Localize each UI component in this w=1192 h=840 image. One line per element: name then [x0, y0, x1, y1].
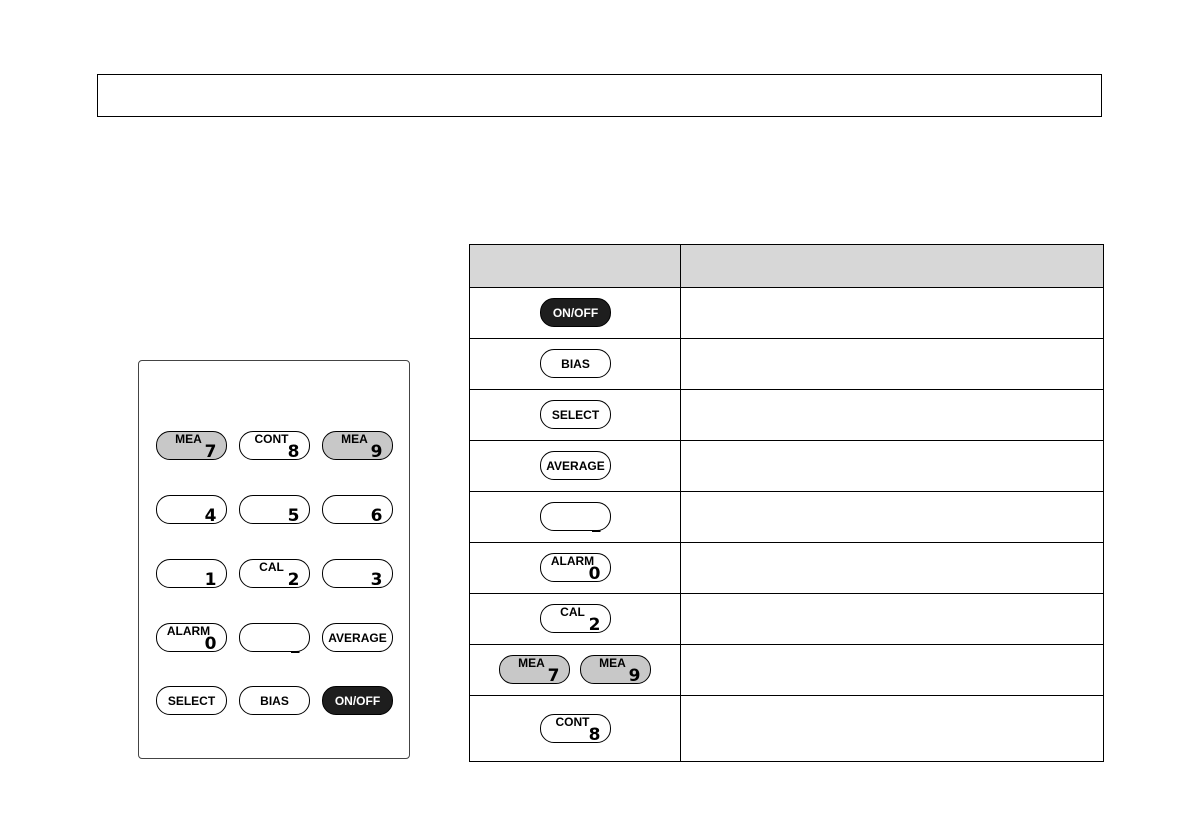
legend-key-bias-button[interactable] — [540, 349, 611, 378]
key-function-label: MEA — [599, 656, 626, 670]
key-1-button[interactable] — [156, 559, 227, 588]
key-legend-table — [469, 244, 1104, 762]
table-row-divider — [470, 542, 1103, 543]
legend-key-average-button[interactable] — [540, 451, 611, 480]
key-digit-label: 8 — [588, 725, 601, 745]
legend-key-alarm-0-button[interactable] — [540, 553, 611, 582]
table-header — [470, 245, 1103, 288]
key-label: BIAS — [561, 356, 590, 371]
table-row-divider — [470, 338, 1103, 339]
table-row-divider — [470, 389, 1103, 390]
key-digit-label: 0 — [204, 634, 217, 654]
key-digit-label: 2 — [588, 615, 601, 635]
table-row-divider — [470, 440, 1103, 441]
key-function-label: MEA — [518, 656, 545, 670]
column-divider — [680, 245, 681, 761]
table-row-divider — [470, 644, 1103, 645]
key-digit-label: 9 — [370, 442, 383, 462]
key-bias-button[interactable] — [239, 686, 310, 715]
key-alarm-0-button[interactable] — [156, 623, 227, 652]
key-label: ON/OFF — [552, 305, 599, 320]
key-function-label: CONT — [254, 432, 289, 446]
key-digit-label: 7 — [547, 666, 560, 686]
key-function-label: CAL — [560, 605, 585, 619]
legend-key-mea-9-button[interactable] — [580, 655, 651, 684]
key-average-button[interactable] — [322, 623, 393, 652]
key-label: BIAS — [260, 693, 289, 708]
key-digit-label: _ — [592, 513, 601, 533]
key-function-label: ALARM — [166, 624, 211, 638]
legend-key-minus-button[interactable] — [540, 502, 611, 531]
key-cont-8-button[interactable] — [239, 431, 310, 460]
keypad-panel — [138, 360, 410, 759]
key-digit-label: 1 — [204, 570, 217, 590]
table-row-divider — [470, 491, 1103, 492]
key-mea-9-button[interactable] — [322, 431, 393, 460]
key-digit-label: 7 — [204, 442, 217, 462]
key-select-button[interactable] — [156, 686, 227, 715]
key-5-button[interactable] — [239, 495, 310, 524]
table-row-divider — [470, 695, 1103, 696]
key-digit-label: 0 — [588, 564, 601, 584]
key-digit-label: _ — [291, 634, 300, 654]
key-3-button[interactable] — [322, 559, 393, 588]
key-label: AVERAGE — [546, 458, 605, 473]
key-on-off-button[interactable] — [322, 686, 393, 715]
legend-key-cont-8-button[interactable] — [540, 714, 611, 743]
key-cal-2-button[interactable] — [239, 559, 310, 588]
key-label: ON/OFF — [334, 693, 381, 708]
legend-key-on-off-button[interactable] — [540, 298, 611, 327]
table-row-divider — [470, 593, 1103, 594]
key-minus-button[interactable] — [239, 623, 310, 652]
key-mea-7-button[interactable] — [156, 431, 227, 460]
key-function-label: ALARM — [550, 554, 595, 568]
key-digit-label: 2 — [287, 570, 300, 590]
key-6-button[interactable] — [322, 495, 393, 524]
legend-key-mea-7-button[interactable] — [499, 655, 570, 684]
key-function-label: MEA — [341, 432, 368, 446]
legend-key-cal-2-button[interactable] — [540, 604, 611, 633]
key-label: AVERAGE — [328, 630, 387, 645]
key-digit-label: 5 — [287, 506, 300, 526]
key-4-button[interactable] — [156, 495, 227, 524]
key-label: SELECT — [551, 407, 600, 422]
key-digit-label: 4 — [204, 506, 217, 526]
key-digit-label: 3 — [370, 570, 383, 590]
key-digit-label: 8 — [287, 442, 300, 462]
key-digit-label: 6 — [370, 506, 383, 526]
key-label: SELECT — [167, 693, 216, 708]
key-function-label: CAL — [259, 560, 284, 574]
key-function-label: MEA — [175, 432, 202, 446]
page-header-box — [97, 74, 1102, 117]
key-digit-label: 9 — [628, 666, 641, 686]
legend-key-select-button[interactable] — [540, 400, 611, 429]
key-function-label: CONT — [555, 715, 590, 729]
